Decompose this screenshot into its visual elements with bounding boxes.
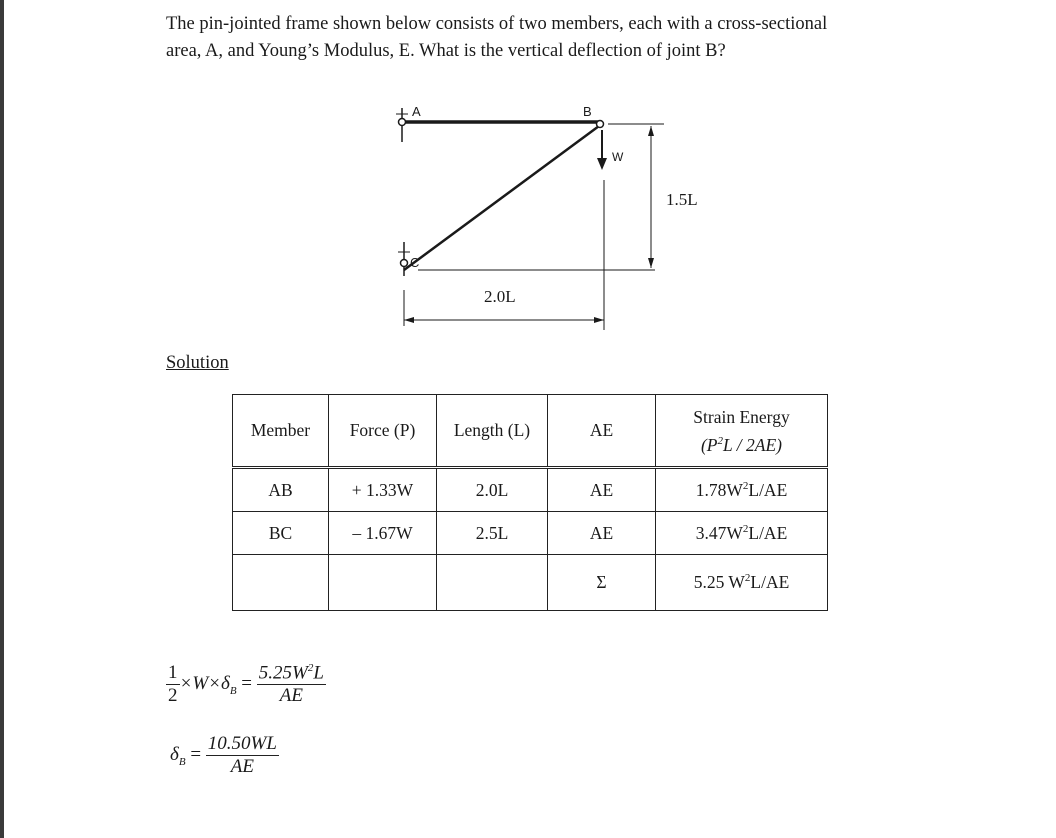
table-row [233,468,828,512]
cell-member: AB [233,468,329,512]
header-force: Force (P) [329,395,437,468]
solution-heading: Solution [166,353,229,373]
dim-label-width: 2.0L [484,287,516,306]
label-b: B [583,104,592,119]
load-arrow-head [597,158,607,170]
cell-force: – 1.67W [329,512,437,555]
question-line-2: area, A, and Young’s Modulus, E. What is the vertical deflection of joint B? [166,41,726,61]
eq1-equals: = [241,673,253,695]
question-line-1: The pin-jointed frame shown below consists of two members, each with a cross-sectional [166,14,828,34]
eq2-lhs: $\delta_B$ [170,743,186,768]
header-strain-energy [656,395,828,468]
cell-energy-total: 5.25 $W^2L/AE$ [656,555,828,611]
equation-deflection [170,733,279,778]
equation-work-energy [166,662,326,707]
dim-arrow-right [594,317,604,323]
header-length: Length (L) [437,395,548,468]
cell-force: + 1.33W [329,468,437,512]
member-bc [404,126,599,270]
cell-empty [233,555,329,611]
cell-empty [329,555,437,611]
frame-diagram [0,0,1056,345]
cell-ae: AE [548,512,656,555]
dim-arrow-up [648,126,654,136]
cell-energy: $1.78W^2L/AE$ [656,468,828,512]
table-header-row [233,395,828,468]
cell-energy: $3.47W^2L/AE$ [656,512,828,555]
cell-length: 2.0L [437,468,548,512]
joint-a [399,119,406,126]
joint-c [401,260,408,267]
fraction-energy: $\frac{5.25W^2L}{AE}$ [258,662,324,707]
cell-ae: AE [548,468,656,512]
dim-label-height: 1.5L [666,190,698,209]
cell-empty [437,555,548,611]
cell-length: 2.5L [437,512,548,555]
fraction-deflection: $\frac{10.50WL}{AE}$ [207,733,277,777]
table-sum-row [233,555,828,611]
cell-sum-symbol: Σ [548,555,656,611]
dim-arrow-down [648,258,654,268]
strain-energy-table [232,394,828,611]
header-strain-energy-formula: $(P^2L / 2AE)$ [700,434,783,455]
cell-member: BC [233,512,329,555]
joint-b [597,121,604,128]
eq2-equals: = [190,743,202,765]
fraction-half: $\frac{1}{2}$ [168,662,178,707]
header-strain-energy-title: Strain Energy [693,406,790,427]
eq1-middle: $\times W\times\delta_B$ [179,673,237,697]
label-w: W [612,150,624,164]
header-ae: AE [548,395,656,468]
label-c: C [410,255,420,270]
dim-arrow-left [404,317,414,323]
table-row [233,512,828,555]
header-member: Member [233,395,329,468]
label-a: A [412,104,421,119]
